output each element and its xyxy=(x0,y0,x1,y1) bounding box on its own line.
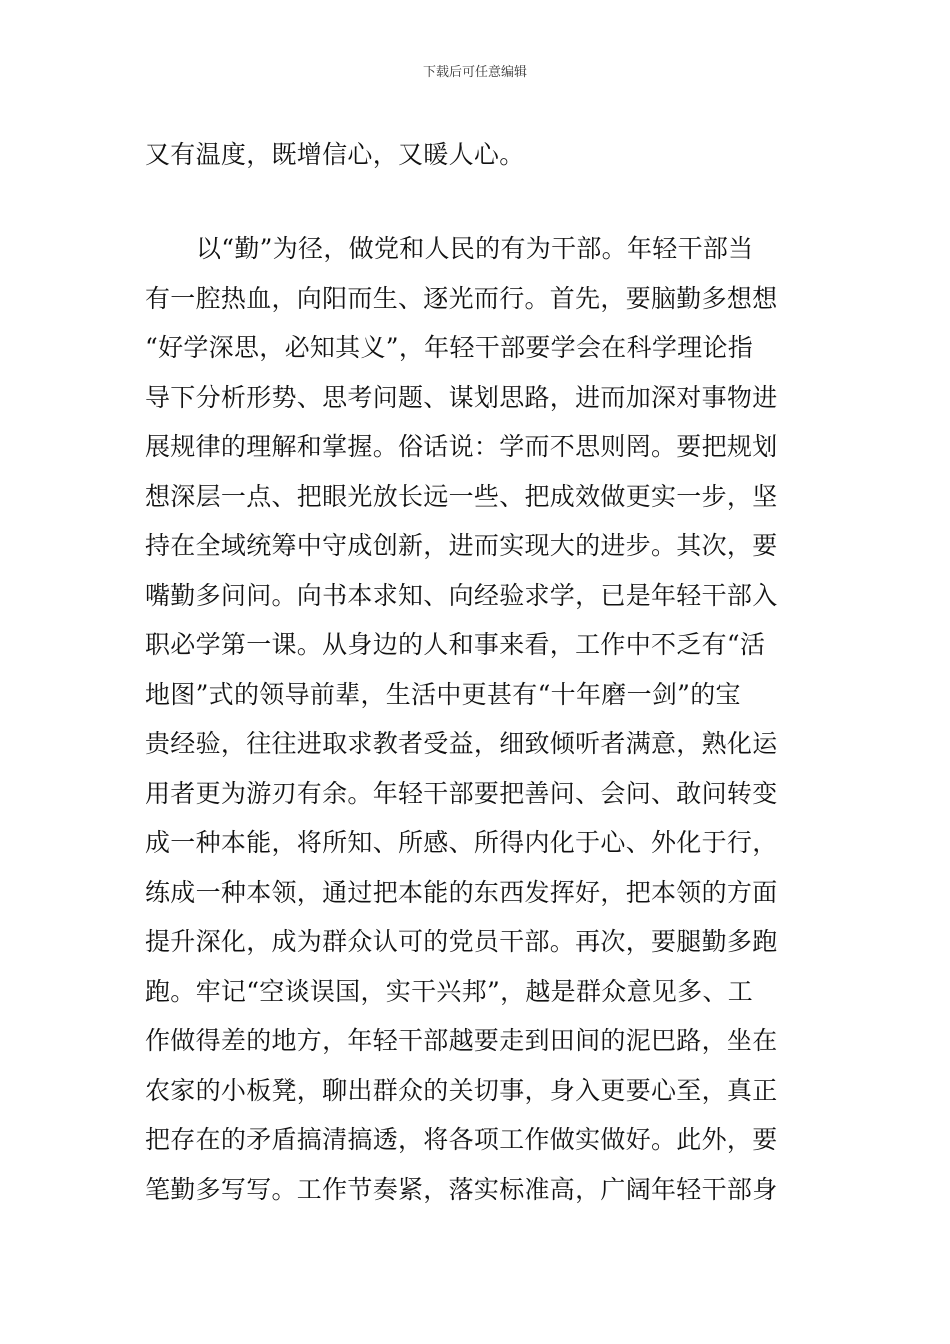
text-line: 提升深化，成为群众认可的党员干部。再次，要腿勤多跑 xyxy=(145,927,778,956)
text-line: 又有温度，既增信心，又暖人心。 xyxy=(145,140,525,169)
text-line: 有一腔热血，向阳而生、逐光而行。首先，要脑勤多想想 xyxy=(145,283,778,313)
text-line: 嘴勤多问问。向书本求知、向经验求学，已是年轻干部入 xyxy=(145,580,778,610)
paragraph-continuation xyxy=(145,130,815,180)
text-line: 以“勤”为径，做党和人民的有为干部。年轻干部当 xyxy=(196,234,754,263)
text-line: 地图”式的领导前辈，生活中更甚有“十年磨一剑”的宝 xyxy=(145,679,741,709)
text-line: 成一种本能，将所知、所感、所得内化于心、外化于行， xyxy=(145,828,778,857)
text-line: 持在全域统筹中守成创新，进而实现大的进步。其次，要 xyxy=(145,531,778,560)
text-line: 展规律的理解和掌握。俗话说：学而不思则罔。要把规划 xyxy=(145,432,778,461)
text-line: 农家的小板凳，聊出群众的关切事，身入更要心至，真正 xyxy=(145,1075,778,1105)
text-line: 想深层一点、把眼光放长远一些、把成效做更实一步，坚 xyxy=(145,481,778,511)
text-line: 跑。牢记“空谈误国，实干兴邦”，越是群众意见多、工 xyxy=(145,976,754,1006)
page-header-note: 下载后可任意编辑 xyxy=(422,65,527,80)
text-line: 贵经验，往往进取求教者受益，细致倾听者满意，熟化运 xyxy=(145,729,778,758)
text-line: 练成一种本领，通过把本能的东西发挥好，把本领的方面 xyxy=(145,877,778,907)
paragraph-main xyxy=(145,224,815,1214)
text-line: 作做得差的地方，年轻干部越要走到田间的泥巴路，坐在 xyxy=(145,1026,778,1055)
text-line: 职必学第一课。从身边的人和事来看，工作中不乏有“活 xyxy=(145,630,766,659)
text-line: 用者更为游刃有余。年轻干部要把善问、会问、敢问转变 xyxy=(145,778,778,808)
text-line: 笔勤多写写。工作节奏紧，落实标准高，广阔年轻干部身 xyxy=(145,1174,778,1204)
text-line: 把存在的矛盾搞清搞透，将各项工作做实做好。此外，要 xyxy=(145,1125,778,1154)
text-line: 导下分析形势、思考问题、谋划思路，进而加深对事物进 xyxy=(145,382,778,412)
text-line: “好学深思，必知其义”，年轻干部要学会在科学理论指 xyxy=(145,333,754,362)
